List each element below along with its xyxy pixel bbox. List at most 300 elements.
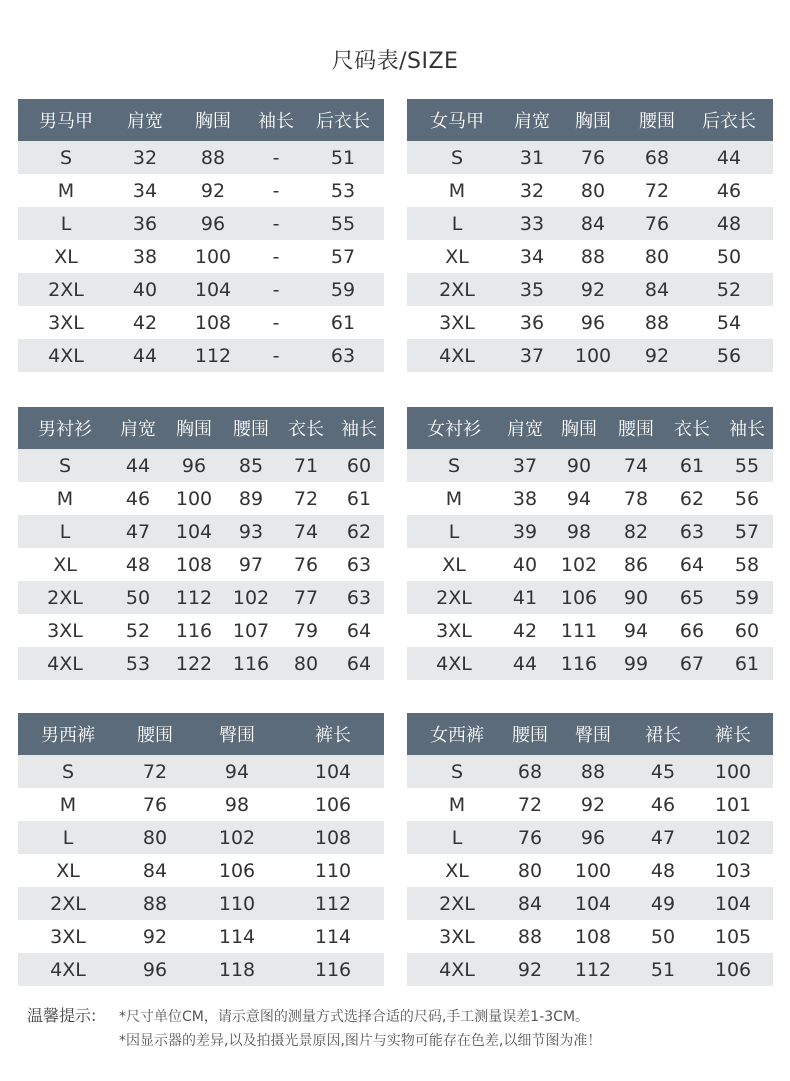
tips-text-2: *因显示器的差异,以及拍摄光景原因,图片与实物可能存在色差,以细节图为准！ [119,1033,602,1049]
size-label-cell: L [18,515,112,548]
size-label-cell: XL [18,854,118,887]
measurement-cell: 82 [609,515,663,548]
measurement-cell: 108 [164,548,224,581]
size-label-cell: 4XL [18,953,118,986]
measurement-cell: 88 [118,887,192,920]
size-label-cell: S [18,141,114,174]
measurement-cell: 88 [629,306,685,339]
table-row [407,614,773,647]
measurement-cell: 37 [501,449,549,482]
table-row [407,920,773,953]
measurement-cell: 62 [334,515,384,548]
measurement-cell: 102 [693,821,773,854]
measurement-cell: 46 [633,788,693,821]
header-cell: 衣长 [663,407,721,449]
measurement-cell: 63 [302,339,384,372]
table-row [18,920,384,953]
header-cell: 胸围 [176,99,250,141]
measurement-cell: 34 [507,240,557,273]
measurement-cell: 96 [557,306,629,339]
measurement-cell: 42 [114,306,176,339]
table-row [18,548,384,581]
table-row [407,647,773,680]
measurement-cell: 106 [693,953,773,986]
header-cell: 裤长 [693,713,773,755]
size-label-cell: 2XL [407,273,507,306]
size-label-cell: 2XL [18,273,114,306]
size-label-cell: 3XL [407,306,507,339]
page-title: 尺码表/SIZE [331,49,459,74]
measurement-cell: 64 [334,647,384,680]
size-label-cell: M [407,788,507,821]
measurement-cell: 98 [192,788,282,821]
measurement-cell: - [250,207,302,240]
size-label-cell: M [18,788,118,821]
measurement-cell: 84 [507,887,553,920]
table-row [407,449,773,482]
header-cell: 袖长 [250,99,302,141]
measurement-cell: 41 [501,581,549,614]
measurement-cell: 112 [176,339,250,372]
header-cell: 男衬衫 [18,407,112,449]
header-cell: 女衬衫 [407,407,501,449]
size-label-cell: S [407,141,507,174]
measurement-cell: 72 [278,482,334,515]
measurement-cell: 45 [633,755,693,788]
measurement-cell: 44 [685,141,773,174]
header-cell: 腰围 [118,713,192,755]
measurement-cell: 57 [302,240,384,273]
measurement-cell: 74 [609,449,663,482]
measurement-cell: 32 [507,174,557,207]
header-cell: 肩宽 [112,407,164,449]
table-row [407,515,773,548]
measurement-cell: 58 [721,548,773,581]
measurement-cell: 36 [507,306,557,339]
measurement-cell: 53 [112,647,164,680]
measurement-cell: 116 [224,647,278,680]
table-row [18,339,384,372]
measurement-cell: 104 [164,515,224,548]
table-row [18,854,384,887]
measurement-cell: 46 [685,174,773,207]
table-body [407,141,773,372]
measurement-cell: 44 [114,339,176,372]
measurement-cell: 76 [629,207,685,240]
table-row [407,306,773,339]
measurement-cell: 33 [507,207,557,240]
measurement-cell: 76 [118,788,192,821]
measurement-cell: 88 [176,141,250,174]
size-label-cell: M [18,174,114,207]
tips-label: 温馨提示: [27,1006,97,1025]
measurement-cell: 92 [553,788,633,821]
measurement-cell: 34 [114,174,176,207]
measurement-cell: 48 [685,207,773,240]
table-row [407,207,773,240]
measurement-cell: 122 [164,647,224,680]
measurement-cell: 64 [663,548,721,581]
header-cell: 男马甲 [18,99,114,141]
measurement-cell: 64 [334,614,384,647]
measurement-cell: 97 [224,548,278,581]
header-cell: 腰围 [629,99,685,141]
measurement-cell: 98 [549,515,609,548]
table-row [18,581,384,614]
size-label-cell: L [18,207,114,240]
header-cell: 男西裤 [18,713,118,755]
header-cell: 臀围 [553,713,633,755]
measurement-cell: 52 [112,614,164,647]
measurement-cell: 55 [721,449,773,482]
measurement-cell: 116 [549,647,609,680]
measurement-cell: 94 [192,755,282,788]
measurement-cell: 112 [553,953,633,986]
size-label-cell: L [407,207,507,240]
measurement-cell: 59 [302,273,384,306]
womens-trousers-size-table [407,713,773,986]
table-row [407,953,773,986]
measurement-cell: 118 [192,953,282,986]
measurement-cell: 106 [192,854,282,887]
measurement-cell: 92 [629,339,685,372]
header-cell: 衣长 [278,407,334,449]
size-label-cell: XL [18,548,112,581]
table-header-row [407,407,773,449]
size-label-cell: L [407,515,501,548]
table-header-row [407,713,773,755]
table-row [18,755,384,788]
measurement-cell: 37 [507,339,557,372]
measurement-cell: 42 [501,614,549,647]
size-label-cell: XL [407,240,507,273]
measurement-cell: 107 [224,614,278,647]
header-cell: 腰围 [609,407,663,449]
measurement-cell: 50 [633,920,693,953]
size-label-cell: S [407,449,501,482]
measurement-cell: 103 [693,854,773,887]
size-label-cell: 4XL [407,953,507,986]
header-cell: 肩宽 [501,407,549,449]
measurement-cell: 50 [685,240,773,273]
table-row [18,614,384,647]
measurement-cell: 68 [507,755,553,788]
measurement-cell: 114 [192,920,282,953]
measurement-cell: 92 [176,174,250,207]
measurement-cell: - [250,273,302,306]
size-label-cell: 4XL [18,339,114,372]
measurement-cell: 47 [112,515,164,548]
measurement-cell: 105 [693,920,773,953]
measurement-cell: 76 [278,548,334,581]
measurement-cell: 59 [721,581,773,614]
header-cell: 肩宽 [114,99,176,141]
table-row [407,141,773,174]
measurement-cell: 86 [609,548,663,581]
table-row [18,647,384,680]
size-label-cell: 3XL [407,920,507,953]
measurement-cell: 108 [553,920,633,953]
measurement-cell: 96 [118,953,192,986]
measurement-cell: 44 [501,647,549,680]
table-row [18,821,384,854]
measurement-cell: 80 [629,240,685,273]
size-label-cell: 4XL [18,647,112,680]
measurement-cell: 90 [549,449,609,482]
table-row [407,339,773,372]
table-row [18,482,384,515]
measurement-cell: 84 [629,273,685,306]
measurement-cell: 84 [118,854,192,887]
size-label-cell: XL [407,854,507,887]
measurement-cell: 102 [549,548,609,581]
measurement-cell: 110 [192,887,282,920]
mens-shirt-size-table [18,407,384,680]
size-label-cell: 4XL [407,647,501,680]
size-label-cell: 3XL [18,614,112,647]
measurement-cell: - [250,306,302,339]
measurement-cell: 96 [176,207,250,240]
warm-tips [27,1004,601,1053]
size-label-cell: 2XL [18,581,112,614]
measurement-cell: 100 [176,240,250,273]
table-row [18,174,384,207]
measurement-cell: 63 [663,515,721,548]
size-label-cell: M [18,482,112,515]
size-label-cell: S [18,449,112,482]
header-cell: 腰围 [224,407,278,449]
table-row [18,515,384,548]
table-header-row [18,407,384,449]
table-row [18,953,384,986]
measurement-cell: 60 [721,614,773,647]
table-row [18,887,384,920]
header-cell: 女马甲 [407,99,507,141]
size-label-cell: S [407,755,507,788]
measurement-cell: 56 [685,339,773,372]
measurement-cell: 44 [112,449,164,482]
size-label-cell: 3XL [18,306,114,339]
measurement-cell: 116 [164,614,224,647]
measurement-cell: 102 [192,821,282,854]
measurement-cell: 88 [553,755,633,788]
table-row [18,273,384,306]
size-label-cell: S [18,755,118,788]
header-cell: 裤长 [282,713,384,755]
measurement-cell: 99 [609,647,663,680]
table-row [18,788,384,821]
measurement-cell: 54 [685,306,773,339]
measurement-cell: 65 [663,581,721,614]
measurement-cell: 55 [302,207,384,240]
measurement-cell: 48 [112,548,164,581]
size-label-cell: 2XL [18,887,118,920]
measurement-cell: 57 [721,515,773,548]
measurement-cell: 116 [282,953,384,986]
mens-trousers-size-table [18,713,384,986]
measurement-cell: 112 [282,887,384,920]
mens-vest-size-table [18,99,384,372]
size-label-cell: L [407,821,507,854]
measurement-cell: 108 [282,821,384,854]
measurement-cell: - [250,141,302,174]
measurement-cell: 100 [553,854,633,887]
measurement-cell: 61 [302,306,384,339]
tips-line-1 [27,1004,601,1029]
header-cell: 袖长 [334,407,384,449]
measurement-cell: 61 [663,449,721,482]
measurement-cell: 72 [118,755,192,788]
measurement-cell: - [250,174,302,207]
measurement-cell: - [250,240,302,273]
size-label-cell: 4XL [407,339,507,372]
header-cell: 臀围 [192,713,282,755]
measurement-cell: 72 [507,788,553,821]
measurement-cell: 52 [685,273,773,306]
table-row [18,141,384,174]
size-label-cell: XL [407,548,501,581]
header-cell: 胸围 [164,407,224,449]
measurement-cell: 92 [507,953,553,986]
table-body [407,755,773,986]
measurement-cell: 85 [224,449,278,482]
size-label-cell: M [407,482,501,515]
measurement-cell: 114 [282,920,384,953]
measurement-cell: 78 [609,482,663,515]
measurement-cell: 80 [507,854,553,887]
table-row [407,581,773,614]
measurement-cell: 101 [693,788,773,821]
measurement-cell: 61 [334,482,384,515]
table-row [18,207,384,240]
measurement-cell: 74 [278,515,334,548]
measurement-cell: 112 [164,581,224,614]
measurement-cell: 104 [176,273,250,306]
table-header-row [18,713,384,755]
measurement-cell: 71 [278,449,334,482]
measurement-cell: 67 [663,647,721,680]
table-row [407,788,773,821]
measurement-cell: 63 [334,581,384,614]
measurement-cell: 35 [507,273,557,306]
size-label-cell: 2XL [407,581,501,614]
table-row [407,887,773,920]
table-header-row [407,99,773,141]
measurement-cell: 80 [118,821,192,854]
size-label-cell: L [18,821,118,854]
measurement-cell: 96 [553,821,633,854]
measurement-cell: 38 [114,240,176,273]
measurement-cell: 106 [282,788,384,821]
table-header-row [18,99,384,141]
table-row [18,306,384,339]
header-cell: 后衣长 [302,99,384,141]
table-row [407,240,773,273]
measurement-cell: 76 [557,141,629,174]
header-cell: 女西裤 [407,713,507,755]
measurement-cell: 104 [693,887,773,920]
tips-text-1: *尺寸单位CM，请示意图的测量方式选择合适的尺码,手工测量误差1-3CM。 [119,1009,590,1025]
measurement-cell: 62 [663,482,721,515]
measurement-cell: 36 [114,207,176,240]
measurement-cell: 106 [549,581,609,614]
measurement-cell: 63 [334,548,384,581]
measurement-cell: 61 [721,647,773,680]
table-row [407,273,773,306]
measurement-cell: 89 [224,482,278,515]
table-body [18,449,384,680]
measurement-cell: 108 [176,306,250,339]
table-row [407,755,773,788]
table-row [407,548,773,581]
measurement-cell: 40 [501,548,549,581]
measurement-cell: 53 [302,174,384,207]
measurement-cell: 76 [507,821,553,854]
measurement-cell: 49 [633,887,693,920]
size-label-cell: M [407,174,507,207]
measurement-cell: 77 [278,581,334,614]
measurement-cell: 56 [721,482,773,515]
womens-vest-size-table [407,99,773,372]
measurement-cell: 102 [224,581,278,614]
measurement-cell: 66 [663,614,721,647]
header-cell: 后衣长 [685,99,773,141]
header-cell: 袖长 [721,407,773,449]
table-row [18,449,384,482]
measurement-cell: 92 [557,273,629,306]
size-label-cell: 3XL [18,920,118,953]
measurement-cell: 31 [507,141,557,174]
measurement-cell: 88 [557,240,629,273]
measurement-cell: 47 [633,821,693,854]
measurement-cell: 94 [549,482,609,515]
measurement-cell: 38 [501,482,549,515]
table-body [18,141,384,372]
header-cell: 裙长 [633,713,693,755]
measurement-cell: 100 [557,339,629,372]
size-label-cell: XL [18,240,114,273]
measurement-cell: 104 [553,887,633,920]
table-row [407,821,773,854]
measurement-cell: 51 [633,953,693,986]
measurement-cell: 80 [278,647,334,680]
measurement-cell: 79 [278,614,334,647]
tips-line-2 [27,1029,601,1053]
header-cell: 胸围 [549,407,609,449]
measurement-cell: 90 [609,581,663,614]
measurement-cell: - [250,339,302,372]
size-label-cell: 3XL [407,614,501,647]
measurement-cell: 93 [224,515,278,548]
womens-shirt-size-table [407,407,773,680]
table-row [407,174,773,207]
measurement-cell: 111 [549,614,609,647]
measurement-cell: 94 [609,614,663,647]
header-cell: 肩宽 [507,99,557,141]
measurement-cell: 92 [118,920,192,953]
measurement-cell: 110 [282,854,384,887]
measurement-cell: 48 [633,854,693,887]
measurement-cell: 96 [164,449,224,482]
header-cell: 胸围 [557,99,629,141]
measurement-cell: 39 [501,515,549,548]
table-row [407,854,773,887]
measurement-cell: 80 [557,174,629,207]
measurement-cell: 68 [629,141,685,174]
measurement-cell: 104 [282,755,384,788]
table-row [407,482,773,515]
measurement-cell: 72 [629,174,685,207]
